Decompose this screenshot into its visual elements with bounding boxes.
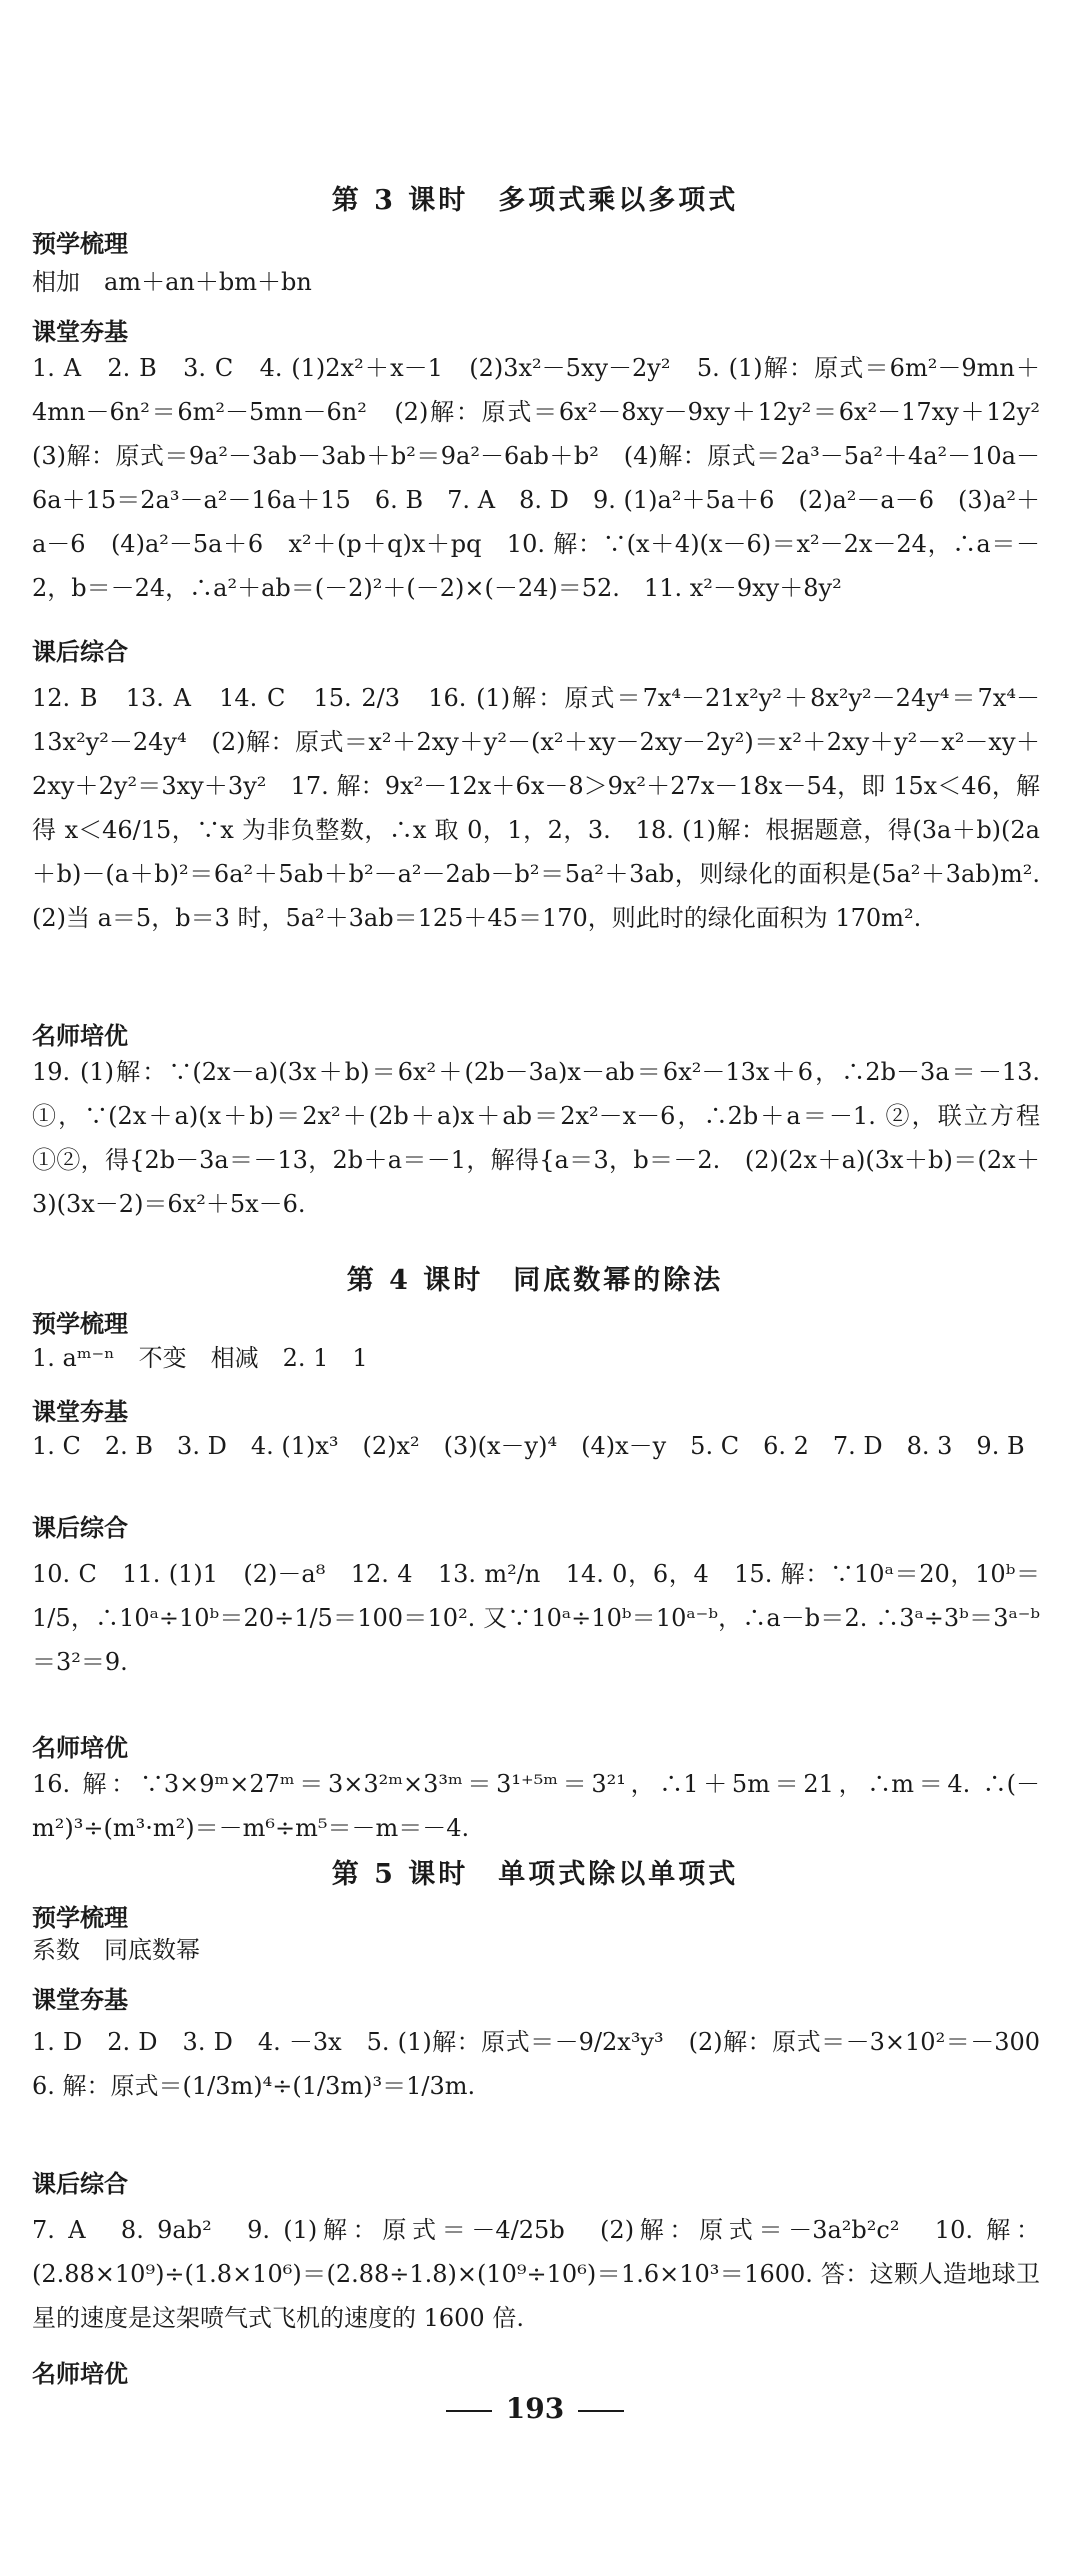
section-heading: 预学梳理 <box>32 1310 128 1338</box>
answer-page <box>30 0 1064 2550</box>
section-text: 1. aᵐ⁻ⁿ 不变 相减 2. 1 1 <box>32 1344 368 1372</box>
section-text: 相加 am＋an＋bm＋bn <box>32 268 312 296</box>
lesson-title: 第 3 课时 多项式乘以多项式 <box>331 185 739 216</box>
section-heading: 课堂夯基 <box>32 1398 128 1426</box>
section-heading: 课后综合 <box>32 638 128 666</box>
section-text: 1. C 2. B 3. D 4. (1)x³ (2)x² (3)(x－y)⁴ (4)x－y 5. C 6. 2 7. D 8. 3 9. B <box>32 1432 1025 1460</box>
section-heading: 课后综合 <box>32 1514 128 1542</box>
section-text: 10. C 11. (1)1 (2)－a⁸ 12. 4 13. m²/n 14. 0，6，4 15. 解：∵10ᵃ＝20，10ᵇ＝1/5，∴10ᵃ÷10ᵇ＝20÷1/5＝100＝10². 又∵10ᵃ÷10ᵇ＝10ᵃ⁻ᵇ，∴a－b＝2. ∴3ᵃ÷3ᵇ＝3ᵃ⁻ᵇ＝3²＝9. <box>32 1560 1040 1676</box>
lesson-title: 第 5 课时 单项式除以单项式 <box>331 1859 739 1890</box>
folio-dash-left <box>446 2410 492 2412</box>
section-text: 系数 同底数幂 <box>32 1936 200 1964</box>
section-heading: 课后综合 <box>32 2170 128 2198</box>
section-text: 7. A 8. 9ab² 9. (1)解：原式＝－4/25b (2)解：原式＝－3a²b²c² 10. 解：(2.88×10⁹)÷(1.8×10⁶)＝(2.88÷1.8)×(10⁹÷10⁶)＝1.6×10³＝1600. 答：这颗人造地球卫星的速度是这架喷气式飞机的速度的 1600 倍. <box>32 2216 1040 2332</box>
section-heading: 课堂夯基 <box>32 318 128 346</box>
section-heading: 课堂夯基 <box>32 1986 128 2014</box>
page-number-text: 193 <box>505 2392 565 2425</box>
section-heading: 名师培优 <box>32 1734 128 1762</box>
section-text: 16. 解：∵3×9ᵐ×27ᵐ＝3×3²ᵐ×3³ᵐ＝3¹⁺⁵ᵐ＝3²¹，∴1＋5m＝21，∴m＝4. ∴(－m²)³÷(m³·m²)＝－m⁶÷m⁵＝－m＝－4. <box>32 1770 1040 1842</box>
section-text: 1. A 2. B 3. C 4. (1)2x²＋x－1 (2)3x²－5xy－2y² 5. (1)解：原式＝6m²－9mn＋4mn－6n²＝6m²－5mn－6n² (2)解：原式＝6x²－8xy－9xy＋12y²＝6x²－17xy＋12y² (3)解：原式＝9a²－3ab－3ab＋b²＝9a²－6ab＋b² (4)解：原式＝2a³－5a²＋4a²－10a－6a＋15＝2a³－a²－16a＋15 6. B 7. A 8. D 9. (1)a²＋5a＋6 (2)a²－a－6 (3)a²＋a－6 (4)a²－5a＋6 x²＋(p＋q)x＋pq 10. 解：∵(x＋4)(x－6)＝x²－2x－24，∴a＝－2，b＝－24，∴a²＋ab＝(－2)²＋(－2)×(－24)＝52. 11. x²－9xy＋8y² <box>32 354 1064 602</box>
lesson-title: 第 4 课时 同底数幂的除法 <box>346 1265 724 1296</box>
section-text: 1. D 2. D 3. D 4. －3x 5. (1)解：原式＝－9/2x³y³ (2)解：原式＝－3×10²＝－300 6. 解：原式＝(1/3m)⁴÷(1/3m)³＝1/3m. <box>32 2028 1064 2100</box>
folio-dash-right <box>578 2410 624 2412</box>
section-heading: 名师培优 <box>32 2360 128 2388</box>
section-heading: 预学梳理 <box>32 230 128 258</box>
section-text: 12. B 13. A 14. C 15. 2/3 16. (1)解：原式＝7x⁴－21x²y²＋8x²y²－24y⁴＝7x⁴－13x²y²－24y⁴ (2)解：原式＝x²＋2xy＋y²－(x²＋xy－2xy－2y²)＝x²＋2xy＋y²－x²－xy＋2xy＋2y²＝3xy＋3y² 17. 解：9x²－12x＋6x－8＞9x²＋27x－18x－54，即 15x＜46，解得 x＜46/15，∵x 为非负整数，∴x 取 0，1，2，3. 18. (1)解：根据题意，得(3a＋b)(2a＋b)－(a＋b)²＝6a²＋5ab＋b²－a²－2ab－b²＝5a²＋3ab，则绿化的面积是(5a²＋3ab)m². (2)当 a＝5，b＝3 时，5a²＋3ab＝125＋45＝170，则此时的绿化面积为 170m². <box>32 684 1064 932</box>
section-text: 19. (1)解：∵(2x－a)(3x＋b)＝6x²＋(2b－3a)x－ab＝6x²－13x＋6，∴2b－3a＝－13. ①，∵(2x＋a)(x＋b)＝2x²＋(2b＋a)x＋ab＝2x²－x－6，∴2b＋a＝－1. ②，联立方程①②，得{2b－3a＝－13，2b＋a＝－1，解得{a＝3，b＝－2. (2)(2x＋a)(3x＋b)＝(2x＋3)(3x－2)＝6x²＋5x－6. <box>32 1058 1040 1218</box>
page-number <box>30 2392 1040 2425</box>
section-heading: 名师培优 <box>32 1022 128 1050</box>
section-heading: 预学梳理 <box>32 1904 128 1932</box>
